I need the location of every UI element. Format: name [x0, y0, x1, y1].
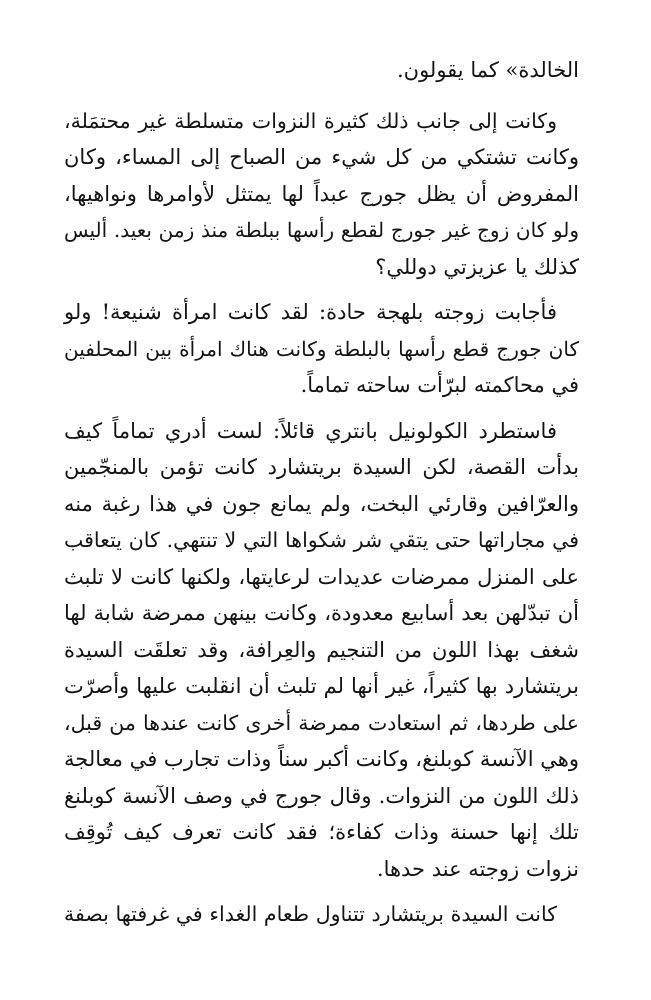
text-line: كانت السيدة بريتشارد تتناول طعام الغداء في غرفتها بصفة: [64, 902, 557, 926]
text-line: كذلك يا عزيزتي دوللي؟: [375, 254, 579, 279]
paragraph-1: [64, 52, 579, 89]
text-line: نزوات زوجته عند حدها.: [376, 856, 579, 881]
text-line: بدأت القصة، لكن السيدة بريتشارد كانت تؤمن بالمنجّمين: [64, 455, 579, 479]
text-line: والعرّافين وقارئي البخت، ولم يمانع جون في هذا رغبة منه: [64, 491, 579, 516]
text-line: شغف بهذا اللون من التنجيم والعِرافة، وقد تعلقَت السيدة: [64, 637, 579, 662]
text-line: فاستطرد الكولونيل بانتري قائلاً: لست أدري تماماً كيف: [64, 418, 557, 443]
text-line: تلك إنها حسنة وذات كفاءة؛ فقد كانت تعرف كيف تُوقِف: [64, 820, 579, 844]
text-line: على المنزل ممرضات عديدات لرعايتها، ولكنها كانت لا تلبث: [64, 564, 579, 589]
text-line: في مجاراتها حتى يتقي شر شكواها التي لا تنتهي. كان يتعاقب: [64, 528, 579, 552]
text-line: ولو كان زوج غير جورج لقطع رأسها ببلطة منذ زمن بعيد. أليس: [64, 218, 579, 242]
text-line: وهي الآنسة كوبلنغ، وكانت أكبر سناً وذات تجارب في معالجة: [64, 747, 579, 771]
text-line: الخالدة» كما يقولون.: [396, 58, 579, 82]
paragraph-3: [64, 294, 579, 404]
text-line: بريتشارد بها كثيراً، غير أنها لم تلبث أن انقلبت عليها وأصرّت: [64, 674, 579, 698]
text-line: كان جورج قطع رأسها بالبلطة وكانت هناك امرأة بين المحلفين: [64, 336, 579, 361]
text-line: على طردها، ثم استعادت ممرضة أخرى كانت عندها من قبل،: [64, 710, 579, 735]
text-line: فأجابت زوجته بلهجة حادة: لقد كانت امرأة شنيعة! ولو: [64, 300, 557, 324]
text-line: المفروض أن يظل جورج عبداً لها يمتثل لأوامرها ونواهيها،: [64, 181, 579, 206]
book-page: [64, 52, 579, 1000]
paragraph-4: [64, 413, 579, 888]
text-line: في محاكمته لبرّأت ساحته تماماً.: [300, 373, 579, 397]
text-line: أن تبدّلهن بعد أسابيع معدودة، وكانت بينهن ممرضة شابة لها: [64, 601, 579, 625]
text-line: ذلك اللون من النزوات. وقال جورج في وصف الآنسة كوبلنغ: [64, 783, 579, 808]
paragraph-5: [64, 896, 579, 933]
text-line: وكانت تشتكي من كل شيء من الصباح إلى المساء، وكان: [64, 145, 579, 169]
paragraph-2: [64, 103, 579, 286]
text-line: وكانت إلى جانب ذلك كثيرة النزوات متسلطة غير محتمَلة،: [64, 108, 557, 133]
